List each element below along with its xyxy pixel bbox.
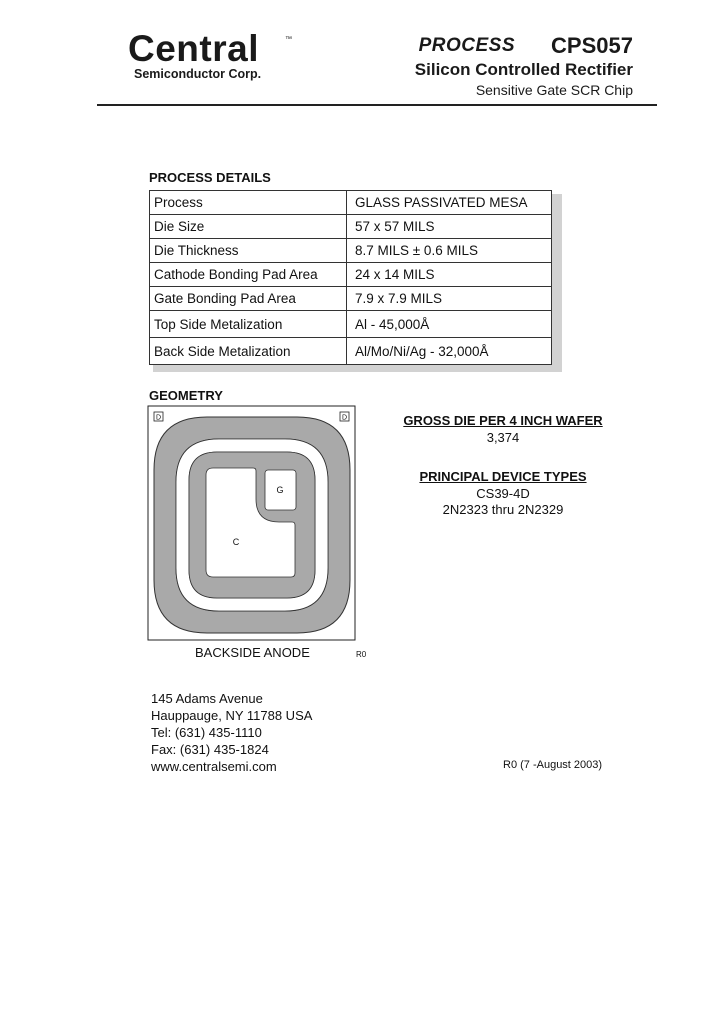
param-cell: Back Side Metalization <box>150 338 347 365</box>
address-street: 145 Adams Avenue <box>151 691 263 706</box>
address-city: Hauppauge, NY 11788 USA <box>151 708 313 723</box>
process-details-heading: PROCESS DETAILS <box>149 170 271 185</box>
value-cell: 57 x 57 MILS <box>347 215 552 239</box>
logo-trademark: ™ <box>285 36 292 43</box>
company-logo: Central <box>128 28 259 69</box>
corner-label-right: D <box>341 414 348 422</box>
device-types-heading: PRINCIPAL DEVICE TYPES <box>419 469 587 484</box>
document-subtitle: Sensitive Gate SCR Chip <box>475 82 633 98</box>
wafer-heading: GROSS DIE PER 4 INCH WAFER <box>403 413 603 428</box>
table-row <box>150 263 552 287</box>
website-link[interactable]: www.centralsemi.com <box>151 759 277 774</box>
geometry-heading: GEOMETRY <box>149 388 223 403</box>
part-number: CPS057 <box>551 33 633 58</box>
table-row <box>150 191 552 215</box>
wafer-value: 3,374 <box>486 430 520 445</box>
process-details-table <box>149 190 552 365</box>
revision-date: R0 (7 -August 2003) <box>503 759 603 771</box>
param-cell: Die Thickness <box>150 239 347 263</box>
table-row <box>150 239 552 263</box>
value-cell: 7.9 x 7.9 MILS <box>347 287 552 311</box>
document-title: Silicon Controlled Rectifier <box>414 60 633 79</box>
gate-label: G <box>276 485 284 495</box>
param-cell: Top Side Metalization <box>150 311 347 338</box>
geometry-caption: BACKSIDE ANODE <box>195 645 310 660</box>
device-type-item: 2N2323 thru 2N2329 <box>442 502 564 517</box>
device-type-item: CS39-4D <box>476 486 530 501</box>
value-cell: Al - 45,000Å <box>347 311 552 338</box>
cathode-label: C <box>232 537 240 547</box>
header-divider <box>97 104 657 106</box>
corner-label-left: D <box>155 414 162 422</box>
die-geometry-diagram <box>147 405 357 643</box>
table-row <box>150 338 552 365</box>
address-fax: Fax: (631) 435-1824 <box>151 742 269 757</box>
param-cell: Die Size <box>150 215 347 239</box>
table-row <box>150 311 552 338</box>
value-cell: GLASS PASSIVATED MESA <box>347 191 552 215</box>
param-cell: Gate Bonding Pad Area <box>150 287 347 311</box>
company-subtitle: Semiconductor Corp. <box>134 67 262 81</box>
value-cell: 24 x 14 MILS <box>347 263 552 287</box>
param-cell: Process <box>150 191 347 215</box>
table-row <box>150 215 552 239</box>
table-row <box>150 287 552 311</box>
value-cell: Al/Mo/Ni/Ag - 32,000Å <box>347 338 552 365</box>
address-tel: Tel: (631) 435-1110 <box>151 725 262 740</box>
geometry-revision: R0 <box>356 650 367 659</box>
param-cell: Cathode Bonding Pad Area <box>150 263 347 287</box>
value-cell: 8.7 MILS ± 0.6 MILS <box>347 239 552 263</box>
process-label: PROCESS <box>418 35 515 56</box>
